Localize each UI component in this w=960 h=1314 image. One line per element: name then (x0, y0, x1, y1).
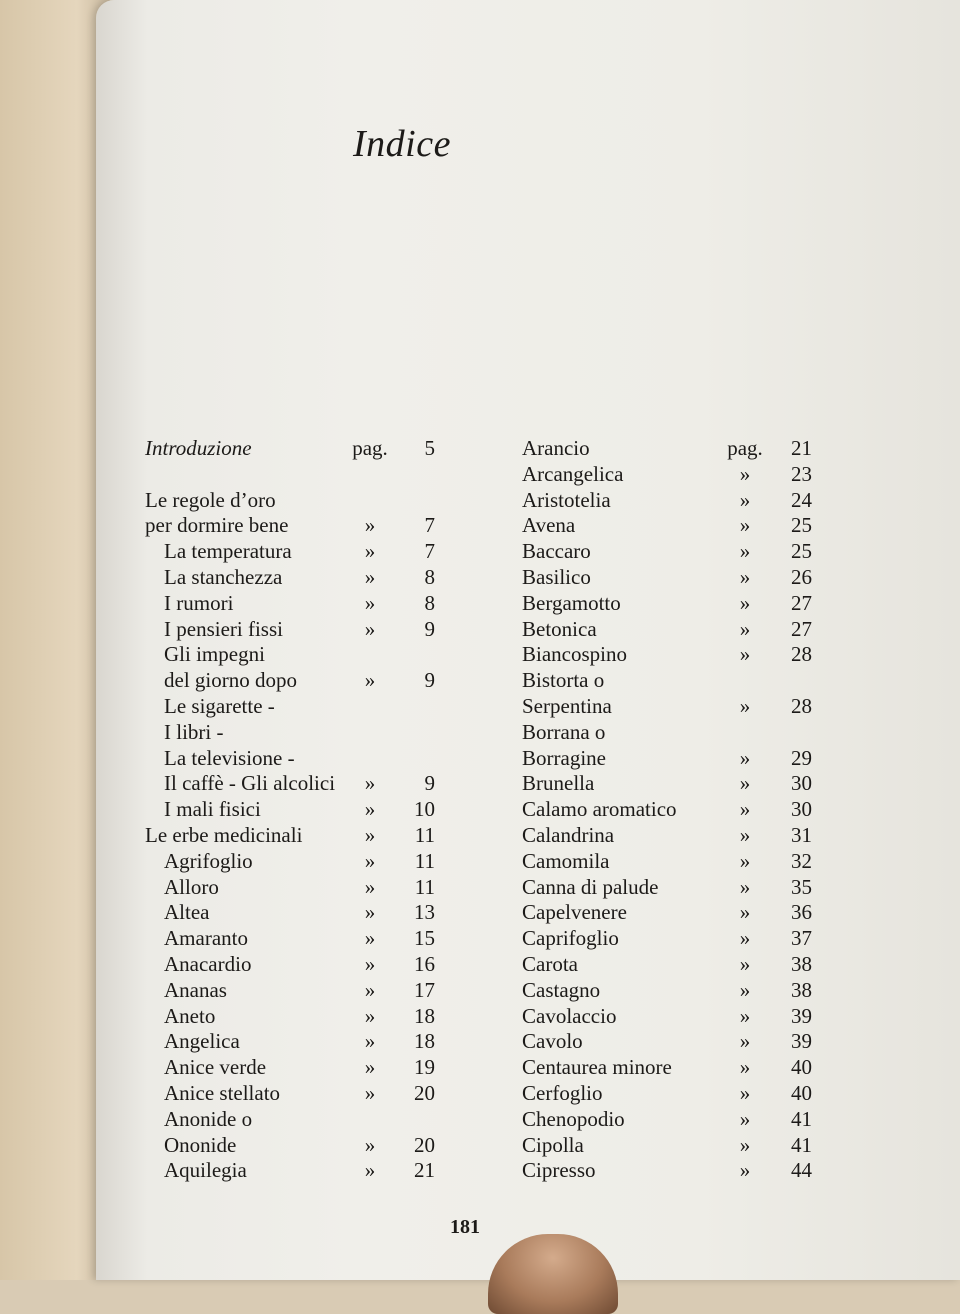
index-entry-page-number: 24 (791, 487, 812, 512)
index-entry (522, 823, 822, 849)
index-entry (522, 1133, 822, 1159)
index-entry-page-marker: » (739, 797, 751, 822)
index-entry-page-marker: » (364, 951, 376, 976)
index-entry-page-number: 40 (791, 1080, 812, 1105)
index-entry (145, 771, 445, 797)
index-entry-page-number: 44 (791, 1158, 812, 1183)
index-entry (522, 513, 822, 539)
index-entry-page-marker: » (364, 616, 376, 641)
index-entry (522, 488, 822, 514)
index-entry-page-number: 18 (414, 1029, 435, 1054)
index-entry-page-marker: » (364, 977, 376, 1002)
index-entry (145, 952, 445, 978)
index-entry-label: Cerfoglio (522, 1080, 603, 1105)
index-entry (145, 1107, 445, 1133)
index-entry (145, 849, 445, 875)
index-entry-page-number: 9 (424, 668, 435, 693)
index-entry-page-marker: » (739, 1055, 751, 1080)
index-entry-label: Centaurea minore (522, 1055, 672, 1080)
index-entry-page-marker: » (739, 874, 751, 899)
index-column-left (145, 436, 445, 1184)
index-entry-page-number: 11 (414, 822, 435, 847)
index-entry (145, 900, 445, 926)
index-entry (522, 436, 822, 462)
index-entry-page-number: 30 (791, 771, 812, 796)
index-entry-label: Bergamotto (522, 590, 621, 615)
index-entry-page-number: 38 (791, 977, 812, 1002)
background-surface (0, 0, 110, 1280)
index-entry-page-marker: » (364, 590, 376, 615)
index-entry-page-marker: » (739, 590, 751, 615)
index-entry (522, 875, 822, 901)
index-entry (145, 539, 445, 565)
index-entry-page-number: 21 (791, 436, 812, 460)
index-entry-page-number: 41 (791, 1106, 812, 1131)
index-entry-page-number: 11 (414, 874, 435, 899)
index-entry-label: Aneto (164, 1003, 216, 1028)
index-entry-label: Aristotelia (522, 487, 611, 512)
index-column-right (522, 436, 822, 1184)
index-entry-label: La televisione - (164, 745, 295, 770)
index-entry-label: Calandrina (522, 822, 615, 847)
index-entry-label: Serpentina (522, 693, 612, 718)
index-entry-label: Cipresso (522, 1158, 596, 1183)
index-entry-page-number: 39 (791, 1029, 812, 1054)
index-entry-label: per dormire bene (145, 513, 289, 538)
index-entry-page-marker: » (364, 668, 376, 693)
index-entry-page-marker: pag. (352, 436, 388, 460)
index-entry-page-number: 19 (414, 1055, 435, 1080)
index-entry-label: Agrifoglio (164, 848, 253, 873)
index-entry (522, 642, 822, 668)
index-entry-label: Capelvenere (522, 900, 627, 925)
index-entry-page-number: 7 (424, 513, 435, 538)
index-entry-label: del giorno dopo (164, 668, 297, 693)
index-entry (145, 978, 445, 1004)
index-entry-page-marker: » (739, 1003, 751, 1028)
index-entry-page-marker: » (739, 616, 751, 641)
index-entry-label: Castagno (522, 977, 601, 1002)
index-entry-label: Borrana o (522, 719, 606, 744)
index-entry (522, 694, 822, 720)
index-entry-page-number: 29 (791, 745, 812, 770)
index-entry-label: Calamo aromatico (522, 797, 677, 822)
index-entry-label: Arcangelica (522, 461, 624, 486)
index-entry-page-number: 18 (414, 1003, 435, 1028)
index-entry (522, 978, 822, 1004)
index-entry (145, 1004, 445, 1030)
index-entry-page-marker: » (739, 848, 751, 873)
index-entry-page-marker: » (364, 564, 376, 589)
index-entry-page-marker: » (739, 1158, 751, 1183)
index-entry-page-marker: » (739, 513, 751, 538)
index-entry-page-marker: pag. (727, 436, 763, 460)
index-entry (522, 900, 822, 926)
index-entry-label: Il caffè - Gli alcolici (164, 771, 336, 796)
index-entry-page-number: 20 (414, 1132, 435, 1157)
index-entry-page-marker: » (364, 1029, 376, 1054)
index-entry-page-number: 25 (791, 539, 812, 564)
index-entry-page-marker: » (364, 848, 376, 873)
index-entry-page-number: 25 (791, 513, 812, 538)
index-entry-page-marker: » (364, 797, 376, 822)
index-entry (522, 746, 822, 772)
index-entry-label: I rumori (164, 590, 234, 615)
index-entry-label: Baccaro (522, 539, 591, 564)
index-entry-label: Aquilegia (164, 1158, 247, 1183)
index-entry-label: Borragine (522, 745, 606, 770)
index-entry (522, 720, 822, 746)
index-entry-page-number: 21 (414, 1158, 435, 1183)
index-entry-page-number: 27 (791, 590, 812, 615)
index-entry (145, 720, 445, 746)
index-entry-label: Ananas (164, 977, 227, 1002)
index-entry-page-marker: » (739, 461, 751, 486)
index-entry-page-marker: » (364, 1003, 376, 1028)
index-entry-page-number: 9 (424, 771, 435, 796)
index-entry-label: Gli impegni (164, 642, 265, 667)
index-entry-label: I pensieri fissi (164, 616, 283, 641)
index-entry-page-number: 39 (791, 1003, 812, 1028)
index-entry-page-marker: » (739, 539, 751, 564)
index-entry (145, 1055, 445, 1081)
index-entry-page-marker: » (739, 1132, 751, 1157)
index-entry-label: Introduzione (145, 436, 252, 460)
index-entry-label: Anonide o (164, 1106, 253, 1131)
index-entry (145, 875, 445, 901)
index-entry-page-marker: » (739, 564, 751, 589)
index-entry-page-number: 38 (791, 951, 812, 976)
index-entry-label: Anice stellato (164, 1080, 281, 1105)
index-entry (522, 797, 822, 823)
index-entry-page-number: 36 (791, 900, 812, 925)
index-entry (145, 1081, 445, 1107)
index-entry-page-marker: » (739, 900, 751, 925)
index-entry-page-marker: » (739, 745, 751, 770)
index-entry (522, 668, 822, 694)
index-spacer (145, 462, 445, 488)
index-entry-label: Cavolo (522, 1029, 583, 1054)
index-entry (522, 771, 822, 797)
index-entry-page-marker: » (364, 900, 376, 925)
index-entry (522, 1004, 822, 1030)
index-entry-page-number: 10 (414, 797, 435, 822)
index-entry-page-marker: » (739, 642, 751, 667)
index-entry (522, 1055, 822, 1081)
index-entry-page-number: 40 (791, 1055, 812, 1080)
index-entry-label: La temperatura (164, 539, 292, 564)
index-entry-page-number: 30 (791, 797, 812, 822)
index-entry (145, 823, 445, 849)
index-entry (145, 565, 445, 591)
index-entry (522, 565, 822, 591)
index-entry-label: Altea (164, 900, 210, 925)
index-entry-page-number: 8 (424, 590, 435, 615)
index-entry-page-number: 15 (414, 926, 435, 951)
index-entry-page-marker: » (364, 926, 376, 951)
index-entry (145, 746, 445, 772)
index-entry-label: Angelica (164, 1029, 240, 1054)
index-entry-page-marker: » (364, 513, 376, 538)
index-entry-page-marker: » (364, 874, 376, 899)
index-entry-page-marker: » (739, 771, 751, 796)
index-entry-label: Anice verde (164, 1055, 267, 1080)
index-entry (145, 1158, 445, 1184)
index-entry-page-number: 23 (791, 461, 812, 486)
index-entry-label: Le regole d’oro (145, 487, 276, 512)
index-entry-page-marker: » (364, 1158, 376, 1183)
index-entry-label: Brunella (522, 771, 595, 796)
index-entry (145, 642, 445, 668)
index-entry-label: Cavolaccio (522, 1003, 617, 1028)
index-entry-page-number: 41 (791, 1132, 812, 1157)
index-entry-label: Canna di palude (522, 874, 659, 899)
index-entry (522, 849, 822, 875)
index-entry-label: Camomila (522, 848, 610, 873)
index-entry (145, 488, 445, 514)
index-entry (522, 1107, 822, 1133)
index-entry-page-marker: » (364, 539, 376, 564)
index-entry (522, 926, 822, 952)
index-entry-page-number: 28 (791, 642, 812, 667)
index-entry-page-marker: » (364, 822, 376, 847)
index-entry-page-number: 17 (414, 977, 435, 1002)
index-entry (522, 1081, 822, 1107)
index-entry-page-marker: » (739, 487, 751, 512)
index-entry-page-marker: » (739, 977, 751, 1002)
index-entry-label: Le sigarette - (164, 693, 275, 718)
index-entry (145, 617, 445, 643)
index-entry-label: Anacardio (164, 951, 252, 976)
index-entry (522, 952, 822, 978)
index-entry-page-marker: » (364, 771, 376, 796)
index-entry-page-number: 27 (791, 616, 812, 641)
index-entry-page-number: 32 (791, 848, 812, 873)
index-entry-page-number: 11 (414, 848, 435, 873)
index-entry-page-marker: » (739, 951, 751, 976)
index-entry-label: Le erbe medicinali (145, 822, 303, 847)
index-entry-label: Caprifoglio (522, 926, 619, 951)
index-entry-page-number: 28 (791, 693, 812, 718)
index-entry-label: La stanchezza (164, 564, 283, 589)
index-entry-label: Alloro (164, 874, 219, 899)
index-entry-label: Ononide (164, 1132, 237, 1157)
index-entry-label: Avena (522, 513, 576, 538)
index-entry-page-marker: » (739, 1106, 751, 1131)
index-entry-page-number: 9 (424, 616, 435, 641)
index-entry-page-number: 8 (424, 564, 435, 589)
index-entry-page-number: 13 (414, 900, 435, 925)
index-entry-label: Betonica (522, 616, 597, 641)
index-entry-label: Carota (522, 951, 578, 976)
index-entry-page-marker: » (364, 1132, 376, 1157)
page-title: Indice (353, 123, 451, 165)
index-entry-page-marker: » (739, 1080, 751, 1105)
index-entry-page-number: 35 (791, 874, 812, 899)
index-entry (522, 462, 822, 488)
index-entry-label: I libri - (164, 719, 224, 744)
index-entry-page-number: 20 (414, 1080, 435, 1105)
index-entry-page-number: 37 (791, 926, 812, 951)
index-entry-page-marker: » (739, 822, 751, 847)
index-entry (522, 1158, 822, 1184)
index-entry-page-number: 26 (791, 564, 812, 589)
index-entry (145, 694, 445, 720)
index-entry-page-marker: » (364, 1055, 376, 1080)
index-entry (145, 1029, 445, 1055)
index-entry (145, 513, 445, 539)
index-entry (145, 668, 445, 694)
index-entry-label: Arancio (522, 436, 590, 460)
index-entry-page-marker: » (739, 926, 751, 951)
index-entry (522, 539, 822, 565)
index-entry (522, 1029, 822, 1055)
index-entry (522, 591, 822, 617)
index-entry-label: Basilico (522, 564, 591, 589)
index-entry-label: Chenopodio (522, 1106, 625, 1131)
index-entry-label: Bistorta o (522, 668, 605, 693)
index-entry-page-number: 7 (424, 539, 435, 564)
index-entry-page-marker: » (739, 693, 751, 718)
index-entry-label: Amaranto (164, 926, 248, 951)
index-entry-page-marker: » (364, 1080, 376, 1105)
index-entry (145, 926, 445, 952)
index-entry (145, 436, 445, 462)
index-entry-label: Cipolla (522, 1132, 584, 1157)
page-number: 181 (450, 1216, 480, 1238)
index-entry-label: I mali fisici (164, 797, 261, 822)
index-entry-label: Biancospino (522, 642, 627, 667)
index-entry (145, 1133, 445, 1159)
index-entry-page-marker: » (739, 1029, 751, 1054)
index-entry (145, 797, 445, 823)
index-entry-page-number: 31 (791, 822, 812, 847)
index-entry (145, 591, 445, 617)
index-entry (522, 617, 822, 643)
index-entry-page-number: 16 (414, 951, 435, 976)
index-entry-page-number: 5 (424, 436, 435, 460)
